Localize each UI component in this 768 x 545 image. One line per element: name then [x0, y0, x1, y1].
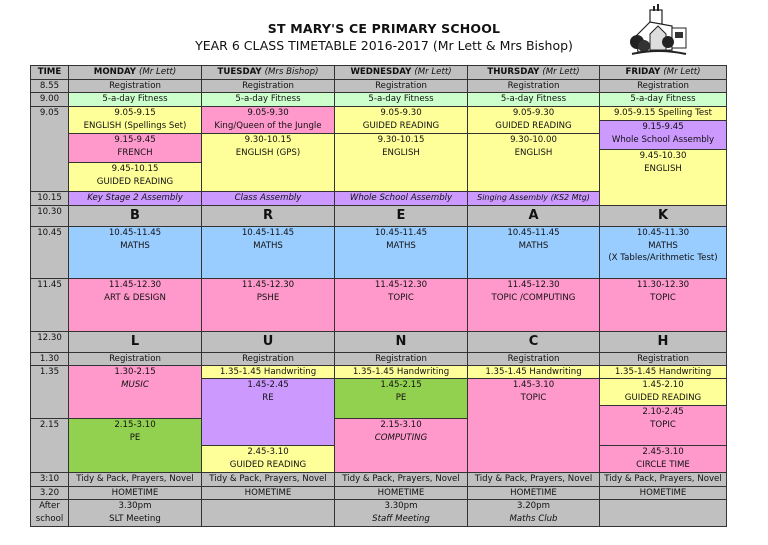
thursday-after-school: 3.20pm Maths Club: [467, 499, 600, 527]
tuesday-pshe-lesson: 11.45-12.30 PSHE: [201, 278, 335, 332]
wednesday-pe-lesson: 1.45-2.15 PE: [334, 378, 468, 419]
tidy-cell: Tidy & Pack, Prayers, Novel: [68, 472, 202, 487]
time-slot: 1.35: [30, 365, 69, 419]
timetable-grid: [30, 65, 727, 527]
time-slot: 3:10: [30, 472, 69, 487]
fitness-cell: 5-a-day Fitness: [467, 92, 600, 107]
registration-cell: Registration: [467, 79, 600, 93]
wednesday-guided-reading-lesson: 9.05-9.30 GUIDED READING: [334, 106, 468, 134]
monday-guided-reading-lesson: 9.45-10.15 GUIDED READING: [68, 162, 202, 192]
hometime-cell: HOMETIME: [201, 486, 335, 500]
wednesday-after-school: 3.30pm Staff Meeting: [334, 499, 468, 527]
monday-music-lesson: 1.30-2.15 MUSIC: [68, 365, 202, 419]
monday-assembly: Key Stage 2 Assembly: [68, 191, 202, 206]
time-slot: 2.15: [30, 418, 69, 473]
registration-cell: Registration: [201, 79, 335, 93]
monday-maths-lesson: 10.45-11.45 MATHS: [68, 226, 202, 279]
time-column-header: [30, 65, 69, 80]
friday-circle-time: 2.45-3.10 CIRCLE TIME: [599, 445, 727, 473]
thursday-maths-lesson: 10.45-11.45 MATHS: [467, 226, 600, 279]
thursday-guided-reading-lesson: 9.05-9.30 GUIDED READING: [467, 106, 600, 134]
wednesday-header: [334, 65, 468, 80]
friday-header: [599, 65, 727, 80]
friday-english-lesson: 9.45-10.30 ENGLISH: [599, 149, 727, 227]
thursday-assembly: Singing Assembly (KS2 Mtg): [467, 191, 600, 206]
time-slot: 12.30: [30, 331, 69, 353]
registration-cell: Registration: [467, 352, 600, 366]
tuesday-re-lesson: 1.45-2.45 RE: [201, 378, 335, 446]
handwriting-cell: 1.35-1.45 Handwriting: [201, 365, 335, 379]
registration-cell: Registration: [68, 352, 202, 366]
thursday-header: [467, 65, 600, 80]
break-letter: K: [599, 205, 727, 227]
monday-pe-lesson: 2.15-3.10 PE: [68, 418, 202, 473]
monday-after-school: 3.30pm SLT Meeting: [68, 499, 202, 527]
lunch-letter: H: [599, 331, 727, 353]
break-letter: B: [68, 205, 202, 227]
tuesday-king-queen-lesson: 9.05-9.30 King/Queen of the Jungle: [201, 106, 335, 134]
lunch-letter: C: [467, 331, 600, 353]
wednesday-topic-lesson: 11.45-12.30 TOPIC: [334, 278, 468, 332]
time-header-label: TIME: [37, 67, 62, 77]
monday-english-lesson: 9.05-9.15 ENGLISH (Spellings Set): [68, 106, 202, 134]
wednesday-english-lesson: 9.30-10.15 ENGLISH: [334, 133, 468, 192]
time-slot: 1.30: [30, 352, 69, 366]
teacher-label: (Mr Lett): [542, 67, 580, 77]
tidy-cell: Tidy & Pack, Prayers, Novel: [201, 472, 335, 487]
handwriting-cell: 1.35-1.45 Handwriting: [599, 365, 727, 379]
registration-cell: Registration: [599, 79, 727, 93]
friday-maths-lesson: 10.45-11.30 MATHS (X Tables/Arithmetic Test): [599, 226, 727, 279]
friday-after-school: [599, 499, 727, 527]
timetable-title: YEAR 6 CLASS TIMETABLE 2016-2017 (Mr Lett & Mrs Bishop): [195, 38, 573, 53]
registration-cell: Registration: [599, 352, 727, 366]
time-slot: After school: [30, 499, 69, 527]
friday-guided-reading-lesson: 1.45-2.10 GUIDED READING: [599, 378, 727, 406]
teacher-label: (Mr Lett): [139, 67, 177, 77]
day-label: MONDAY: [93, 67, 137, 77]
tuesday-assembly: Class Assembly: [201, 191, 335, 206]
school-title: ST MARY'S CE PRIMARY SCHOOL: [267, 21, 501, 36]
registration-cell: Registration: [201, 352, 335, 366]
monday-header: [68, 65, 202, 80]
day-label: FRIDAY: [625, 67, 661, 77]
monday-french-lesson: 9.15-9.45 FRENCH: [68, 133, 202, 163]
lunch-letter: U: [201, 331, 335, 353]
fitness-cell: 5-a-day Fitness: [599, 92, 727, 107]
hometime-cell: HOMETIME: [334, 486, 468, 500]
hometime-cell: HOMETIME: [599, 486, 727, 500]
lunch-letter: L: [68, 331, 202, 353]
tuesday-maths-lesson: 10.45-11.45 MATHS: [201, 226, 335, 279]
teacher-label: (Mr Lett): [663, 67, 701, 77]
time-slot: 9.05: [30, 106, 69, 192]
wednesday-assembly: Whole School Assembly: [334, 191, 468, 206]
registration-cell: Registration: [68, 79, 202, 93]
tidy-cell: Tidy & Pack, Prayers, Novel: [599, 472, 727, 487]
break-letter: A: [467, 205, 600, 227]
break-letter: R: [201, 205, 335, 227]
time-slot: 3.20: [30, 486, 69, 500]
tidy-cell: Tidy & Pack, Prayers, Novel: [467, 472, 600, 487]
tidy-cell: Tidy & Pack, Prayers, Novel: [334, 472, 468, 487]
tuesday-english-lesson: 9.30-10.15 ENGLISH (GPS): [201, 133, 335, 192]
teacher-label: (Mr Lett): [414, 67, 452, 77]
friday-spelling-test: 9.05-9.15 Spelling Test: [599, 106, 727, 121]
friday-topic-lesson: 11.30-12.30 TOPIC: [599, 278, 727, 332]
fitness-cell: 5-a-day Fitness: [334, 92, 468, 107]
school-church-logo-icon: [628, 4, 690, 62]
day-label: THURSDAY: [487, 67, 540, 77]
handwriting-cell: 1.35-1.45 Handwriting: [334, 365, 468, 379]
lunch-letter: N: [334, 331, 468, 353]
thursday-topic-lesson: 1.45-3.10 TOPIC: [467, 378, 600, 473]
teacher-label: (Mrs Bishop): [264, 67, 319, 77]
fitness-cell: 5-a-day Fitness: [68, 92, 202, 107]
fitness-cell: 5-a-day Fitness: [201, 92, 335, 107]
thursday-topic-lesson: 11.45-12.30 TOPIC /COMPUTING: [467, 278, 600, 332]
friday-assembly: 9.15-9.45 Whole School Assembly: [599, 120, 727, 150]
time-slot: 10.45: [30, 226, 69, 279]
time-slot: 11.45: [30, 278, 69, 332]
hometime-cell: HOMETIME: [467, 486, 600, 500]
handwriting-cell: 1.35-1.45 Handwriting: [467, 365, 600, 379]
registration-cell: Registration: [334, 352, 468, 366]
time-slot: 8.55: [30, 79, 69, 93]
friday-topic-afternoon-lesson: 2.10-2.45 TOPIC: [599, 405, 727, 446]
tuesday-header: [201, 65, 335, 80]
monday-art-lesson: 11.45-12.30 ART & DESIGN: [68, 278, 202, 332]
tuesday-guided-reading-lesson: 2.45-3.10 GUIDED READING: [201, 445, 335, 473]
registration-cell: Registration: [334, 79, 468, 93]
wednesday-maths-lesson: 10.45-11.45 MATHS: [334, 226, 468, 279]
tuesday-after-school: [201, 499, 335, 527]
hometime-cell: HOMETIME: [68, 486, 202, 500]
wednesday-computing-lesson: 2.15-3.10 COMPUTING: [334, 418, 468, 473]
day-label: TUESDAY: [217, 67, 262, 77]
break-letter: E: [334, 205, 468, 227]
time-slot: 10.15: [30, 191, 69, 206]
thursday-english-lesson: 9.30-10.00 ENGLISH: [467, 133, 600, 192]
time-slot: 10.30: [30, 205, 69, 227]
time-slot: 9.00: [30, 92, 69, 107]
day-label: WEDNESDAY: [350, 67, 412, 77]
